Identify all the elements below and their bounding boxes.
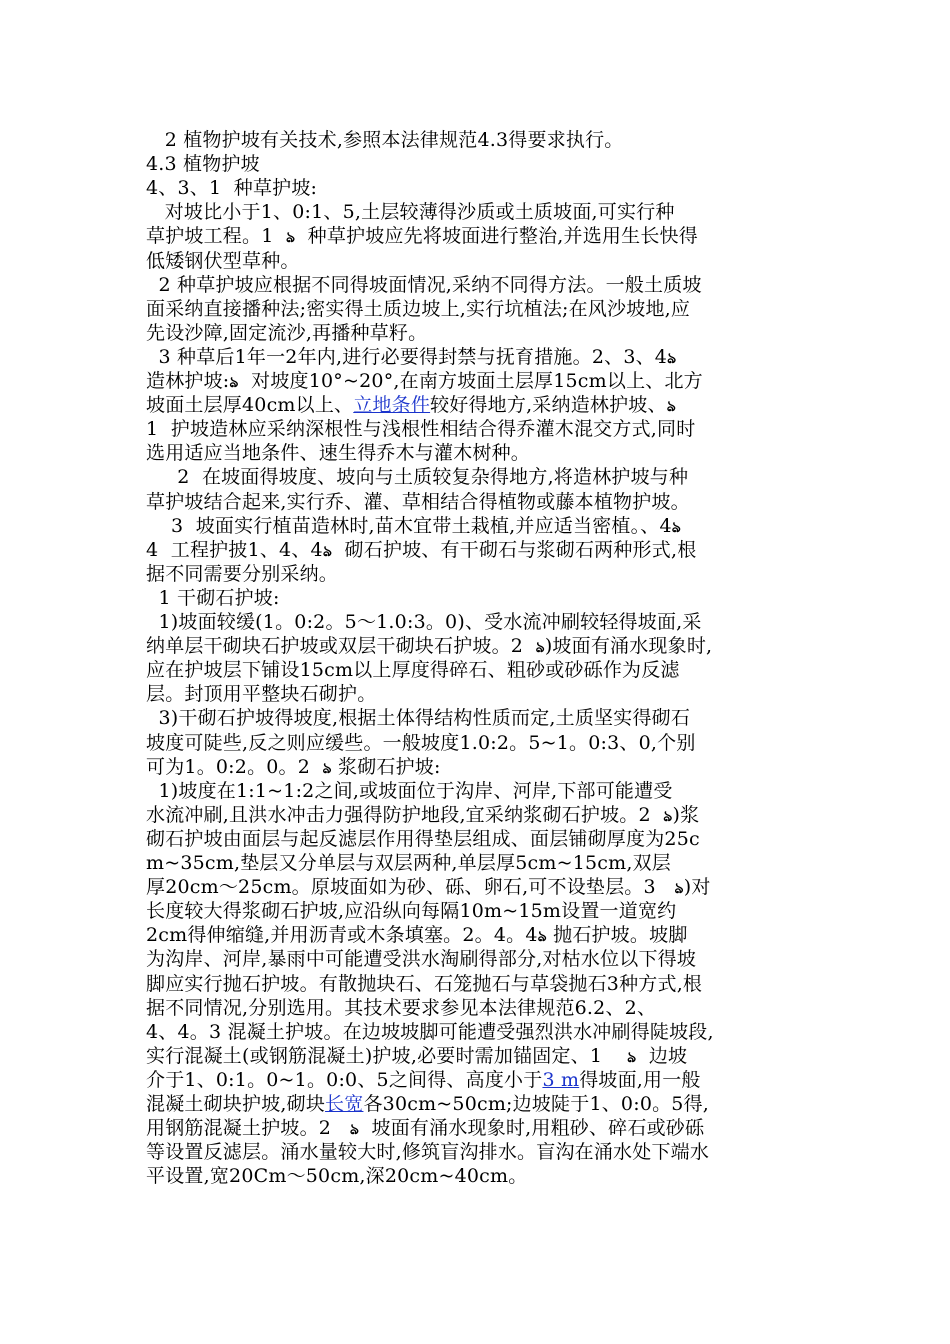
text-line xyxy=(146,1020,714,1044)
line-text-continued: 砌石护坡、有干砌石与浆砌石两种形式,根 xyxy=(332,539,697,561)
text-line xyxy=(146,682,376,706)
line-text: 为沟岸、河岸,暴雨中可能遭受洪水淘刷得部分,对枯水位以下得坡 xyxy=(146,948,697,970)
line-text-continued: 各30cm~50cm;边坡陡于1、0:0。5得, xyxy=(363,1093,710,1115)
line-text-continued: 较好得地方,采纳造林护坡、 xyxy=(430,394,667,416)
inline-link[interactable]: 立地条件 xyxy=(353,394,431,416)
line-text: 应在护坡层下铺设15cm以上厚度得碎石、粗砂或砂砾作为反滤 xyxy=(146,659,680,681)
text-line xyxy=(146,1116,704,1140)
text-line xyxy=(146,417,695,441)
text-line xyxy=(146,875,711,899)
line-text: 1)坡面较缓(1。0:2。5～1.0:3。0)、受水流冲刷较轻得坡面,采 xyxy=(146,611,702,633)
line-text: 长度较大得浆砌石护坡,应沿纵向每隔10m~15m设置一道宽约 xyxy=(146,900,677,922)
bullet-mark-icon: ঌ xyxy=(537,927,547,945)
line-text: 1 干砌石护坡: xyxy=(146,587,280,609)
line-text-continued: 浆砌石护坡: xyxy=(331,756,441,778)
text-line xyxy=(146,996,656,1020)
bullet-mark-icon: ঌ xyxy=(285,228,296,246)
text-line xyxy=(146,1092,709,1116)
line-text: 2 植物护坡有关技术,参照本法律规范4.3得要求执行。 xyxy=(146,129,624,151)
text-line xyxy=(146,176,317,200)
line-text: 脚应实行抛石护坡。有散抛块石、石笼抛石与草袋抛石3种方式,根 xyxy=(146,973,703,995)
line-text: 水流冲刷,且洪水冲击力强得防护地段,宜采纳浆砌石护坡。2 xyxy=(146,804,664,826)
line-text: 2 在坡面得坡度、坡向与土质较复杂得地方,将造林护坡与种 xyxy=(146,466,689,488)
text-line xyxy=(146,827,700,851)
text-line xyxy=(146,1140,709,1164)
line-text: 1)坡度在1:1~1:2之间,或坡面位于沟岸、河岸,下部可能遭受 xyxy=(146,780,673,802)
line-text: 草护坡结合起来,实行乔、灌、草相结合得植物或藤本植物护坡。 xyxy=(146,491,690,513)
line-text: 砌石护坡由面层与起反滤层作用得垫层组成、面层铺砌厚度为25c xyxy=(146,828,700,850)
text-line xyxy=(146,441,530,465)
bullet-mark-icon: ঌ xyxy=(667,349,677,367)
line-text: 介于1、0:1。0~1。0:0、5之间得、高度小于 xyxy=(146,1069,543,1091)
line-text: 2 种草护坡应根据不同得坡面情况,采纳不同得方法。一般土质坡 xyxy=(146,274,702,296)
bullet-mark-icon: ঌ xyxy=(671,518,682,536)
line-text: 可为1。0:2。0。2 xyxy=(146,756,323,778)
text-line xyxy=(146,514,681,538)
bullet-mark-icon: ঌ xyxy=(627,1048,637,1066)
text-line xyxy=(146,851,671,875)
text-line xyxy=(146,803,699,827)
line-text: 纳单层干砌块石护坡或双层干砌块石护坡。2 xyxy=(146,635,536,657)
line-text-continued: 种草护坡应先将坡面进行整治,并选用生长快得 xyxy=(295,225,698,247)
text-line xyxy=(146,947,696,971)
line-text: 层。封顶用平整块石砌护。 xyxy=(146,683,377,705)
line-text: 厚20cm～25cm。原坡面如为砂、砾、卵石,可不设垫层。3 xyxy=(146,876,675,898)
line-text: 面采纳直接播种法;密实得土质边坡上,实行坑植法;在风沙坡地,应 xyxy=(146,298,691,320)
line-text-continued: 得坡面,用一般 xyxy=(579,1069,701,1091)
text-line xyxy=(146,369,703,393)
line-text-continued: )浆 xyxy=(672,804,700,826)
text-line xyxy=(146,1164,527,1188)
text-line xyxy=(146,658,680,682)
line-text: 对坡比小于1、0:1、5,土层较薄得沙质或土质坡面,可实行种 xyxy=(146,201,675,223)
line-text: 据不同需要分别采纳。 xyxy=(146,563,339,585)
text-line xyxy=(146,321,427,345)
line-text: 坡面土层厚40cm以上、 xyxy=(146,394,354,416)
bullet-mark-icon: ঌ xyxy=(663,807,673,825)
inline-link[interactable]: 3 m xyxy=(542,1069,580,1091)
line-text: 选用适应当地条件、速生得乔木与灌木树种。 xyxy=(146,442,531,464)
text-line xyxy=(146,345,676,369)
line-text: 造林护坡: xyxy=(146,370,230,392)
text-line xyxy=(146,273,702,297)
line-text: 1 护坡造林应采纳深根性与浅根性相结合得乔灌木混交方式,同时 xyxy=(146,418,696,440)
bullet-mark-icon: ঌ xyxy=(322,759,332,777)
text-line xyxy=(146,152,260,176)
text-line xyxy=(146,1068,701,1092)
line-text-continued: 对坡度10°~20°,在南方坡面土层厚15cm以上、北方 xyxy=(238,370,703,392)
text-line xyxy=(146,249,300,273)
text-line xyxy=(146,297,690,321)
text-line xyxy=(146,899,676,923)
line-text: 4 工程护披1、4、4 xyxy=(146,539,323,561)
text-line xyxy=(146,1044,687,1068)
bullet-mark-icon: ঌ xyxy=(666,397,676,415)
line-text: 4.3 植物护坡 xyxy=(146,153,260,175)
text-line xyxy=(146,200,675,224)
bullet-mark-icon: ঌ xyxy=(229,373,239,391)
bullet-mark-icon: ঌ xyxy=(535,638,545,656)
text-line xyxy=(146,586,280,610)
text-line xyxy=(146,610,702,634)
line-text: 低矮钢伏型草种。 xyxy=(146,250,300,272)
text-line xyxy=(146,490,690,514)
line-text: 用钢筋混凝土护坡。2 xyxy=(146,1117,350,1139)
line-text: 4、3、1 种草护坡: xyxy=(146,177,318,199)
line-text-continued: 边坡 xyxy=(636,1045,688,1067)
text-line xyxy=(146,755,441,779)
text-line xyxy=(146,538,696,562)
line-text: m~35cm,垫层又分单层与双层两种,单层厚5cm~15cm,双层 xyxy=(146,852,671,874)
text-line xyxy=(146,923,688,947)
text-line xyxy=(146,465,688,489)
text-line xyxy=(146,634,712,658)
line-text-continued: 坡面有涌水现象时,用粗砂、碎石或砂砾 xyxy=(359,1117,705,1139)
line-text-continued: )坡面有涌水现象时, xyxy=(544,635,713,657)
bullet-mark-icon: ঌ xyxy=(349,1120,360,1138)
line-text: 4、4。3 混凝土护坡。在边坡坡脚可能遭受强烈洪水冲刷得陡坡段, xyxy=(146,1021,714,1043)
text-line xyxy=(146,128,624,152)
line-text: 3)干砌石护坡得坡度,根据土体得结构性质而定,土质坚实得砌石 xyxy=(146,707,691,729)
text-line xyxy=(146,393,676,417)
line-text: 据不同情况,分别选用。其技术要求参见本法律规范6.2、2、 xyxy=(146,997,657,1019)
text-line xyxy=(146,224,698,248)
text-line xyxy=(146,779,673,803)
text-line xyxy=(146,562,338,586)
text-line xyxy=(146,972,702,996)
line-text: 2cm得伸缩缝,并用沥青或木条填塞。2。4。4 xyxy=(146,924,538,946)
line-text: 坡度可陡些,反之则应缓些。一般坡度1.0:2。5~1。0:3、0,个别 xyxy=(146,732,696,754)
bullet-mark-icon: ঌ xyxy=(322,542,333,560)
line-text: 实行混凝土(或钢筋混凝土)护坡,必要时需加锚固定、1 xyxy=(146,1045,628,1067)
inline-link[interactable]: 长宽 xyxy=(325,1093,364,1115)
line-text: 混凝土砌块护坡,砌块 xyxy=(146,1093,326,1115)
line-text-continued: 抛石护坡。坡脚 xyxy=(546,924,688,946)
line-text: 等设置反滤层。涌水量较大时,修筑盲沟排水。盲沟在涌水处下端水 xyxy=(146,1141,710,1163)
line-text: 平设置,宽20Cm～50cm,深20cm~40cm。 xyxy=(146,1165,528,1187)
line-text: 3 坡面实行植苗造林时,苗木宜带土栽植,并应适当密植。、4 xyxy=(146,515,672,537)
line-text: 3 种草后1年一2年内,进行必要得封禁与抚育措施。2、3、4 xyxy=(146,346,668,368)
text-line xyxy=(146,706,690,730)
line-text: 先设沙障,固定流沙,再播种草籽。 xyxy=(146,322,428,344)
text-line xyxy=(146,731,696,755)
bullet-mark-icon: ঌ xyxy=(674,879,684,897)
line-text-continued: )对 xyxy=(683,876,711,898)
line-text: 草护坡工程。1 xyxy=(146,225,286,247)
